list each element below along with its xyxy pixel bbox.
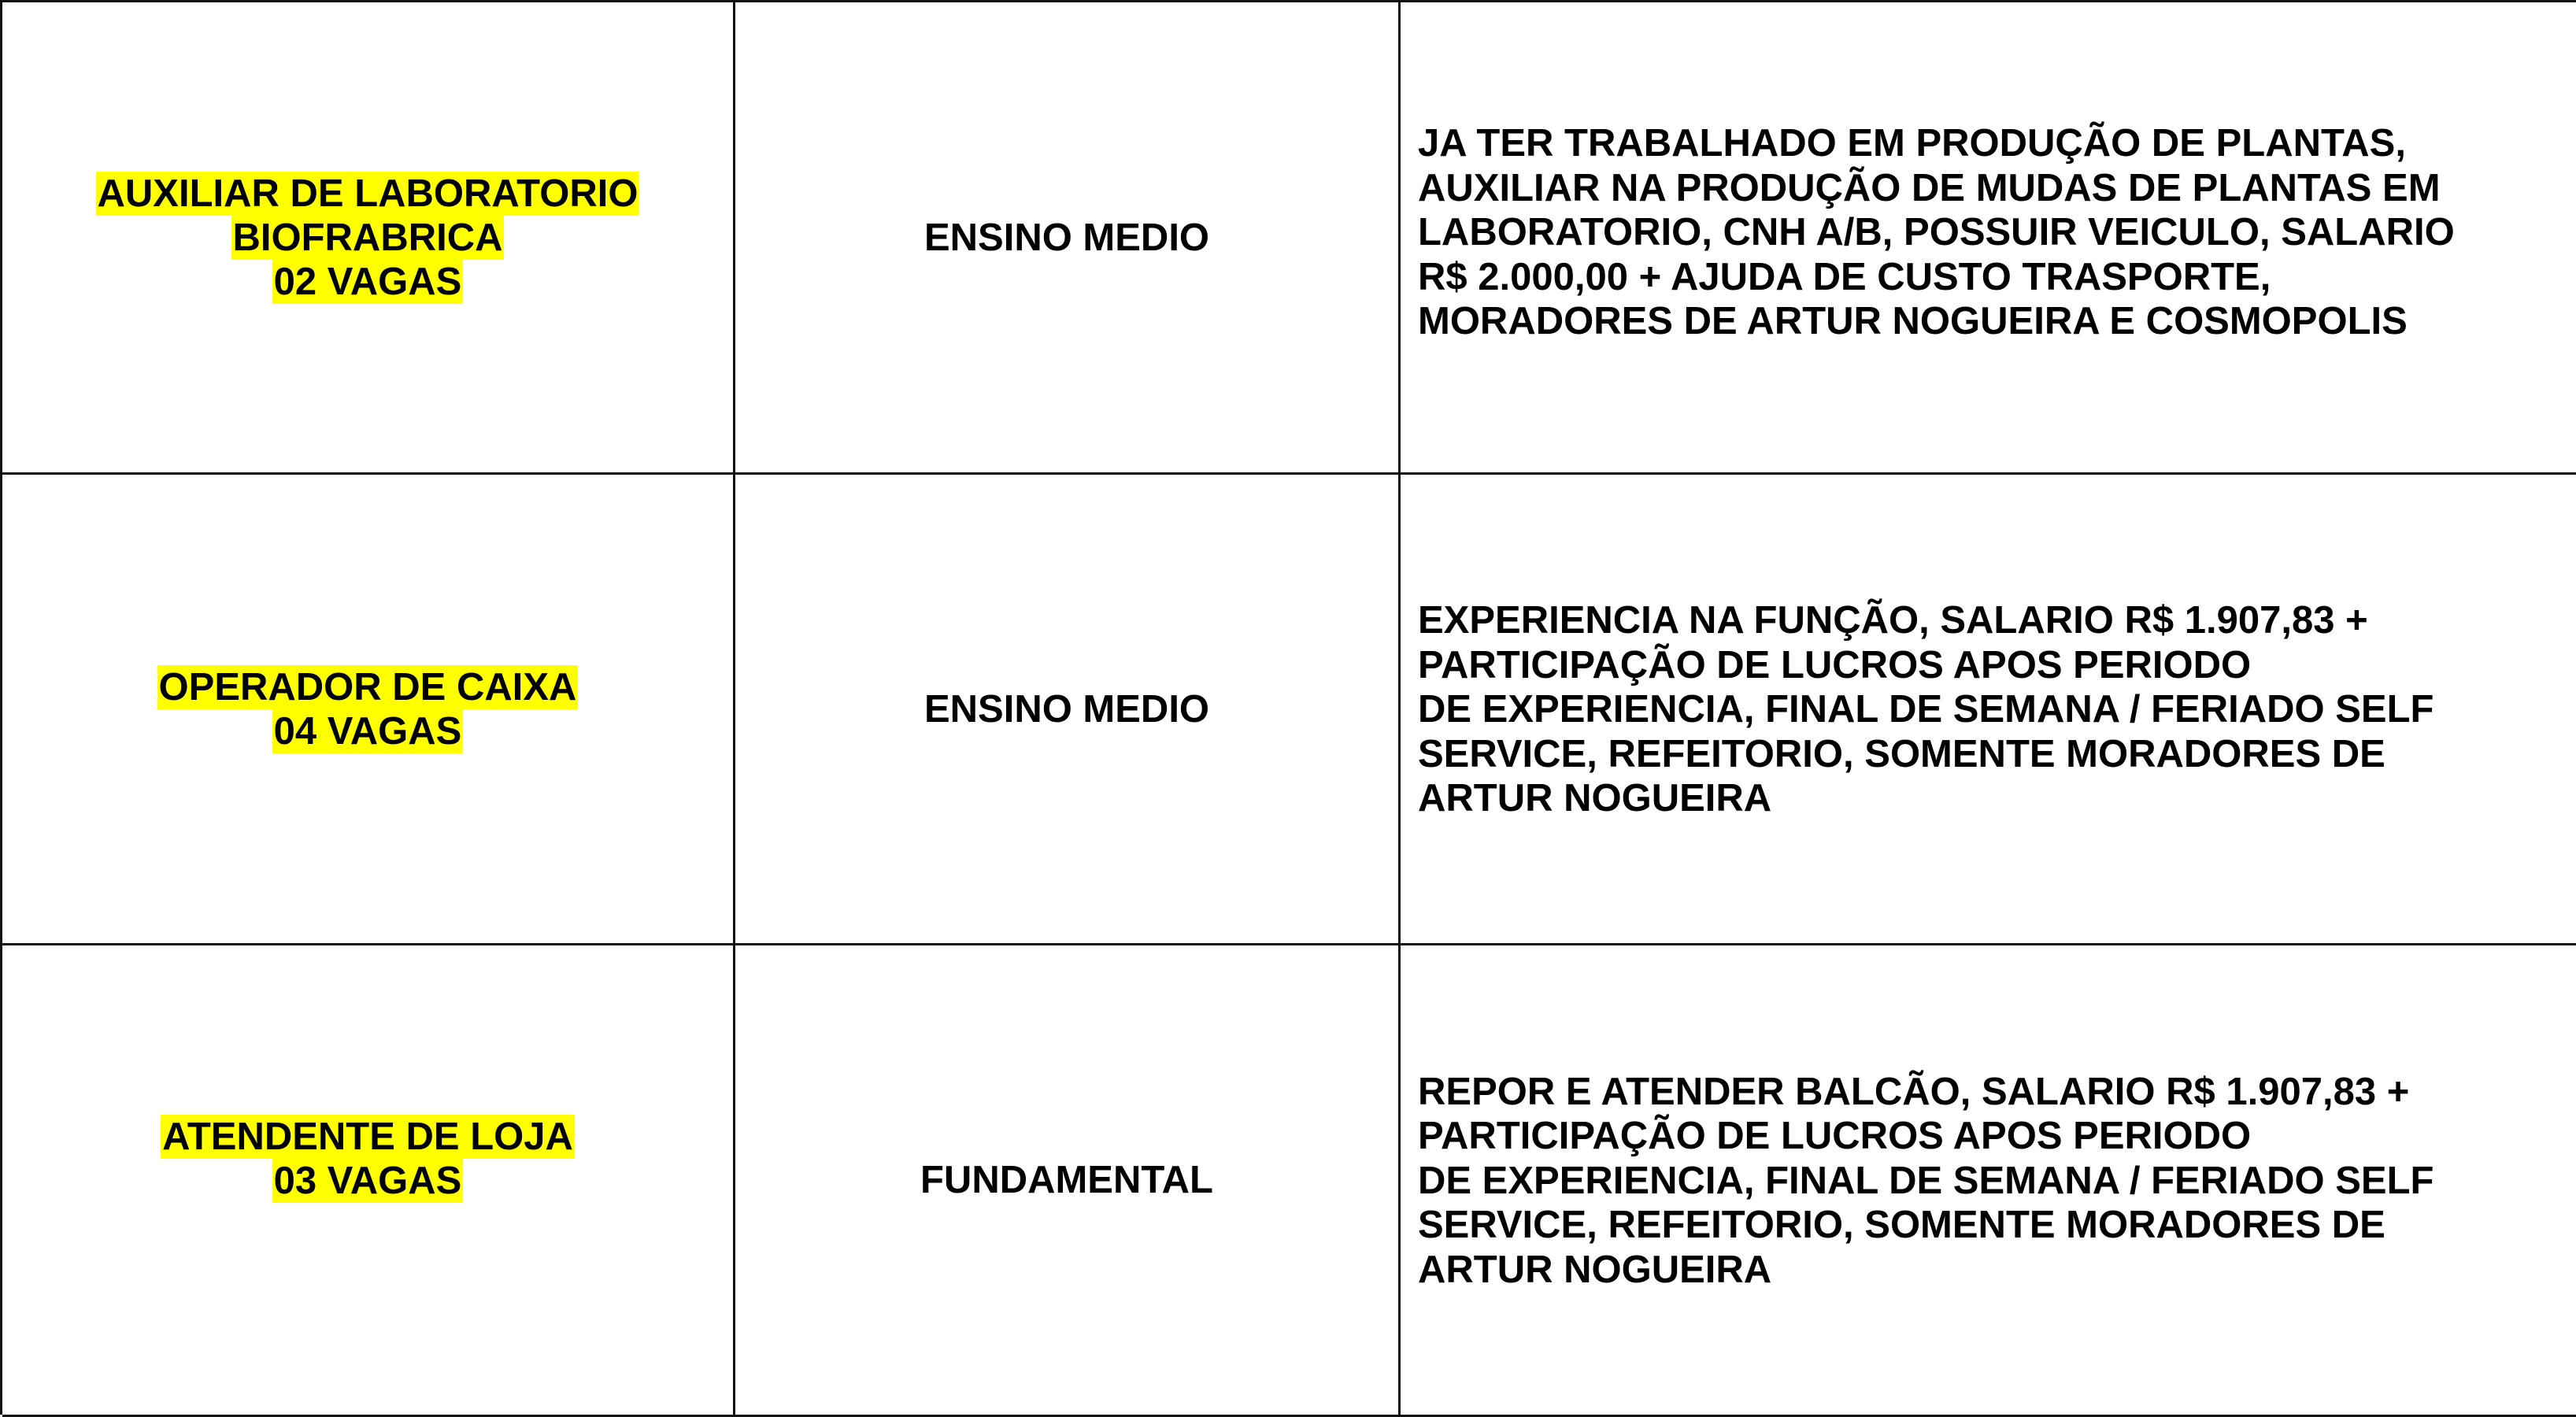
- job-title-cell: [2, 2, 735, 475]
- requirements-cell: [1401, 2, 2576, 475]
- education-level: FUNDAMENTAL: [920, 1159, 1213, 1201]
- requirements-text: EXPERIENCIA NA FUNÇÃO, SALARIO R$ 1.907,83 + PARTICIPAÇÃO DE LUCROS APOS PERIODO DE EXPERIENCIA, FINAL DE SEMANA / FERIADO SELF SERVICE, REFEITORIO, SOMENTE MORADORES DE ARTUR NOGUEIRA: [1418, 599, 2434, 820]
- job-title-line: OPERADOR DE CAIXA: [158, 665, 577, 708]
- job-title-line: ATENDENTE DE LOJA: [162, 1115, 573, 1158]
- education-cell: [735, 2, 1401, 475]
- job-title-cell: [2, 475, 735, 945]
- job-title: [157, 665, 579, 753]
- job-vacancies: 02 VAGAS: [273, 260, 462, 303]
- job-title-line: BIOFRABRICA: [232, 216, 503, 259]
- education-cell: [735, 475, 1401, 945]
- job-title: [161, 1115, 575, 1203]
- education-level: ENSINO MEDIO: [923, 216, 1210, 259]
- education-cell: [735, 945, 1401, 1417]
- job-vacancies: 03 VAGAS: [273, 1159, 462, 1202]
- job-title: [96, 172, 640, 304]
- requirements-cell: [1401, 945, 2576, 1417]
- education-level: ENSINO MEDIO: [923, 687, 1210, 731]
- job-title-line: AUXILIAR DE LABORATORIO: [97, 172, 638, 215]
- job-vacancies: 04 VAGAS: [273, 709, 462, 753]
- job-title-cell: [2, 945, 735, 1417]
- requirements-text: JA TER TRABALHADO EM PRODUÇÃO DE PLANTAS, AUXILIAR NA PRODUÇÃO DE MUDAS DE PLANTAS EM LABORATORIO, CNH A/B, POSSUIR VEICULO, SALARIO R$ 2.000,00 + AJUDA DE CUSTO TRASPORTE, MORADORES DE ARTUR NOGUEIRA E COSMOPOLIS: [1418, 122, 2455, 343]
- requirements-text: REPOR E ATENDER BALCÃO, SALARIO R$ 1.907,83 + PARTICIPAÇÃO DE LUCROS APOS PERIODO DE EXPERIENCIA, FINAL DE SEMANA / FERIADO SELF SERVICE, REFEITORIO, SOMENTE MORADORES DE ARTUR NOGUEIRA: [1418, 1070, 2434, 1291]
- requirements-cell: [1401, 475, 2576, 945]
